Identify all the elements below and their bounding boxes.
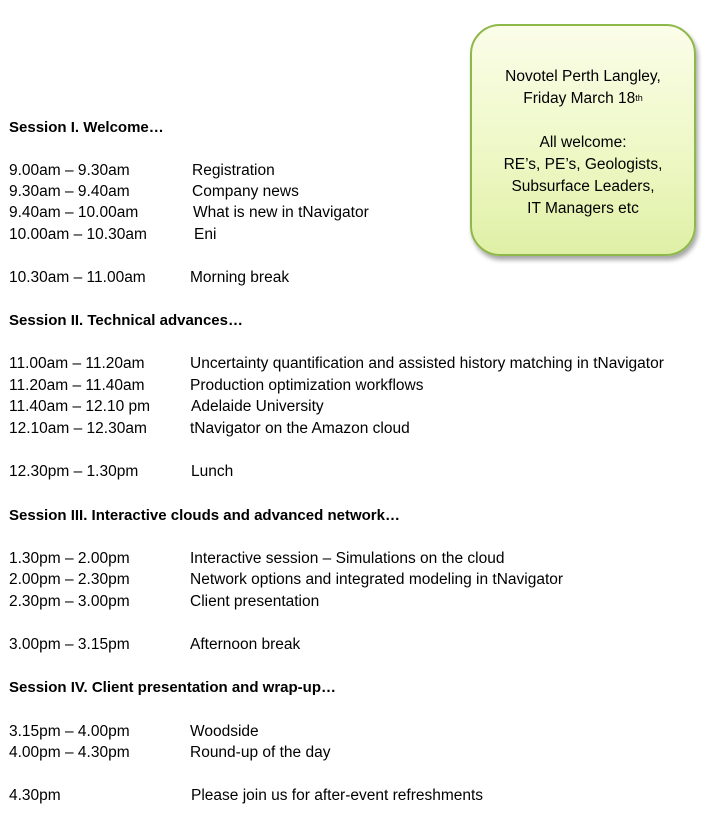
agenda-activity: What is new in tNavigator [193, 204, 369, 221]
event-info-box [470, 24, 696, 256]
agenda-time: 9.40am – 10.00am [9, 204, 139, 221]
break-activity: Please join us for after-event refreshments [191, 787, 484, 804]
agenda-time: 11.00am – 11.20am [9, 355, 145, 372]
agenda-time: 12.10am – 12.30am [9, 420, 147, 437]
break-time: 10.30am – 11.00am [9, 269, 146, 286]
event-date [472, 88, 694, 110]
venue-text: Novotel Perth Langley, [505, 68, 661, 85]
session-2-heading: Session II. Technical advances… [9, 312, 243, 329]
agenda-time: 3.15pm – 4.00pm [9, 723, 130, 740]
welcome-text: All welcome: [539, 134, 627, 151]
audience-line-3: IT Managers etc [527, 200, 639, 217]
date-text: Friday March 18 [523, 90, 636, 107]
agenda-activity: Network options and integrated modeling in tNavigator [190, 571, 564, 588]
agenda-activity: Round-up of the day [190, 744, 331, 761]
session-1-heading: Session I. Welcome… [9, 119, 164, 136]
agenda-activity: Woodside [190, 723, 259, 740]
session-3-heading: Session III. Interactive clouds and advanced network… [9, 507, 400, 524]
agenda-time: 2.00pm – 2.30pm [9, 571, 130, 588]
agenda-time: 1.30pm – 2.00pm [9, 550, 130, 567]
agenda-activity: Uncertainty quantification and assisted history matching in tNavigator [190, 355, 664, 372]
agenda-time: 4.00pm – 4.30pm [9, 744, 130, 761]
agenda-activity: Interactive session – Simulations on the cloud [190, 550, 505, 567]
agenda-activity: Adelaide University [191, 398, 324, 415]
break-activity: Lunch [191, 463, 234, 480]
break-activity: Morning break [190, 269, 290, 286]
agenda-activity: Company news [192, 183, 299, 200]
date-suffix: th [635, 93, 643, 103]
agenda-time: 9.30am – 9.40am [9, 183, 130, 200]
agenda-time: 11.40am – 12.10 pm [9, 398, 151, 415]
audience-line-2: Subsurface Leaders, [511, 178, 655, 195]
agenda-time: 11.20am – 11.40am [9, 377, 145, 394]
break-time: 3.00pm – 3.15pm [9, 636, 130, 653]
agenda-activity: Production optimization workflows [190, 377, 424, 394]
break-activity: Afternoon break [190, 636, 301, 653]
agenda-time: 10.00am – 10.30am [9, 226, 147, 243]
agenda-time: 9.00am – 9.30am [9, 162, 130, 179]
agenda-activity: tNavigator on the Amazon cloud [190, 420, 410, 437]
session-4-heading: Session IV. Client presentation and wrap-up… [9, 679, 337, 696]
audience-line-1: RE’s, PE’s, Geologists, [503, 156, 663, 173]
agenda-activity: Registration [192, 162, 275, 179]
agenda-activity: Eni [194, 226, 217, 243]
break-time: 4.30pm [9, 787, 61, 804]
agenda-activity: Client presentation [190, 593, 320, 610]
break-time: 12.30pm – 1.30pm [9, 463, 139, 480]
agenda-time: 2.30pm – 3.00pm [9, 593, 130, 610]
